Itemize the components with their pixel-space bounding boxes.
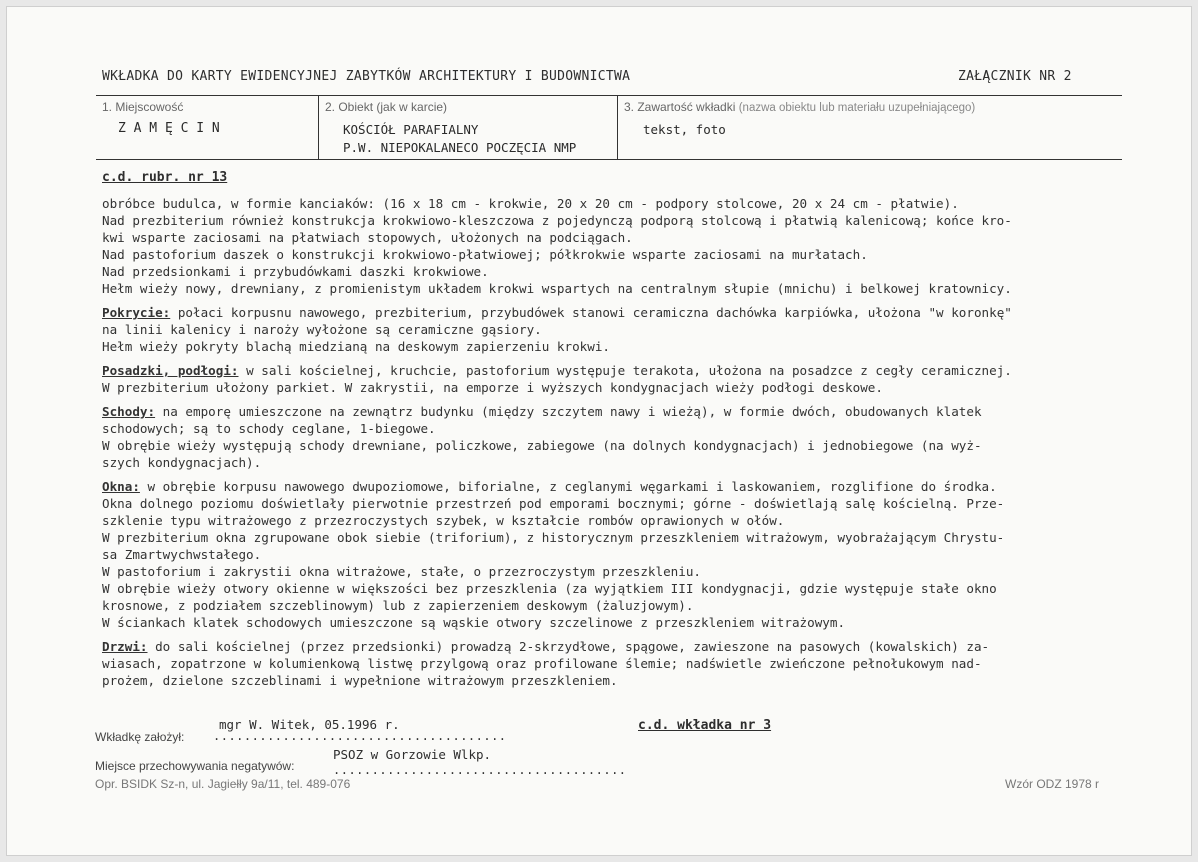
text-line (102, 437, 1132, 454)
continuation-heading: c.d. rubr. nr 13 (102, 170, 228, 185)
section-heading: Drzwi: (102, 639, 148, 654)
author-label: Wkładkę założył: (95, 730, 185, 744)
text-line (102, 263, 1132, 280)
text-line (102, 362, 1132, 379)
line-text: na linii kalenicy i naroży wyłożone są ceramiczne gąsiory. (102, 322, 542, 337)
storage-dots: ...................................... (333, 763, 627, 777)
text-line (102, 478, 1132, 495)
field-location-label: 1. Miejscowość (102, 100, 184, 114)
form-number: Wzór ODZ 1978 r (1005, 777, 1100, 791)
line-text: W obrębie wieży występują schody drewniane, policzkowe, zabiegowe (na dolnych kondygnacjach) i jednobiegowe (na wyż- (102, 438, 982, 453)
field-object-label: 2. Obiekt (jak w karcie) (325, 100, 448, 114)
text-line (102, 512, 1132, 529)
line-text: W prezbiterium ułożony parkiet. W zakrystii, na emporze i wyższych kondygnacjach wieży podłogi deskowe. (102, 380, 883, 395)
line-text: W ściankach klatek schodowych umieszczone są wąskie otwory szczelinowe z przeszkleniem witrażowym. (102, 615, 846, 630)
paragraph (102, 638, 1132, 689)
line-text: W pastoforium i zakrystii okna witrażowe, stałe, o przezroczystym przeszkleniu. (102, 564, 701, 579)
text-line (102, 672, 1132, 689)
field-location-value: Z A M Ę C I N (118, 121, 220, 136)
text-line (102, 597, 1132, 614)
section-heading: Okna: (102, 479, 140, 494)
text-line (102, 321, 1132, 338)
author-dots: ...................................... (213, 729, 507, 743)
author-value: mgr W. Witek, 05.1996 r. (219, 717, 400, 732)
section-heading: Posadzki, podłogi: (102, 363, 239, 378)
section-heading: Schody: (102, 404, 156, 419)
section-heading: Pokrycie: (102, 305, 171, 320)
column-divider (318, 95, 319, 159)
line-text: szych kondygnacjach). (102, 455, 262, 470)
line-text: na emporę umieszczone na zewnątrz budynku (między szczytem nawy i wieżą), w formie dwóch, obudowanych klatek (155, 404, 982, 419)
text-line (102, 379, 1132, 396)
paragraph (102, 478, 1132, 631)
line-text: w sali kościelnej, kruchcie, pastoforium występuje terakota, ułożona na posadzce z cegły ceramicznej. (238, 363, 1012, 378)
text-line (102, 454, 1132, 471)
paragraph (102, 403, 1132, 471)
line-text: Okna dolnego poziomu doświetlały pierwotnie przestrzeń pod emporami bocznymi; górne - doświetlają salę kościelną. Prze- (102, 496, 1005, 511)
text-line (102, 403, 1132, 420)
text-line (102, 304, 1132, 321)
line-text: obróbce budulca, w formie kanciaków: (16 x 18 cm - krokwie, 20 x 20 cm - podpory stolcowe, 20 x 24 cm - płatwie). (102, 196, 959, 211)
line-text: schodowych; są to schody ceglane, 1-biegowe. (102, 421, 436, 436)
table-bottom-rule (96, 159, 1122, 160)
table-top-rule (96, 95, 1122, 96)
line-text: w obrębie korpusu nawowego dwupoziomowe, biforialne, z ceglanymi węgarkami i laskowaniem, rozglifione do środka. (139, 479, 997, 494)
text-line (102, 246, 1132, 263)
text-line (102, 580, 1132, 597)
storage-value: PSOZ w Gorzowie Wlkp. (333, 747, 492, 762)
record-card (6, 6, 1192, 856)
line-text: prożem, dzielone szczeblinami i wypełnione witrażowym przeszkleniem. (102, 673, 618, 688)
text-line (102, 212, 1132, 229)
text-line (102, 638, 1132, 655)
printer-imprint: Opr. BSIDK Sz-n, ul. Jagiełły 9a/11, tel. 489-076 (95, 777, 351, 791)
field-content-label (624, 100, 975, 114)
paragraph (102, 304, 1132, 355)
field-content-label-text: 3. Zawartość wkładki (624, 100, 736, 114)
text-line (102, 655, 1132, 672)
column-divider (617, 95, 618, 159)
line-text: Nad przedsionkami i przybudówkami daszki krokwiowe. (102, 264, 489, 279)
text-line (102, 338, 1132, 355)
line-text: Hełm wieży nowy, drewniany, z promienistym układem krokwi wspartych na centralnym słupie (mnichu) i belkowej kratownicy. (102, 281, 1012, 296)
storage-label: Miejsce przechowywania negatywów: (95, 759, 295, 773)
line-text: Nad pastoforium daszek o konstrukcji krokwiowo-płatwiowej; półkrokwie wsparte zaciosami na murłatach. (102, 247, 868, 262)
line-text: Nad prezbiterium również konstrukcja krokwiowo-kleszczowa z pojedynczą podporą stolcową i płatwią kalenicową; końce kro- (102, 213, 1012, 228)
text-line (102, 614, 1132, 631)
line-text: krosnowe, z podziałem szczeblinowym) lub z zapierzeniem deskowym (żaluzjowym). (102, 598, 694, 613)
line-text: połaci korpusnu nawowego, prezbiterium, przybudówek stanowi ceramiczna dachówka karpiówka, ułożona "w koronkę" (170, 305, 1012, 320)
text-line (102, 495, 1132, 512)
field-content-note: (nazwa obiektu lub materiału uzupełniającego) (738, 102, 976, 114)
line-text: kwi wsparte zaciosami na płatwiach stopowych, ułożonych na podciągach. (102, 230, 633, 245)
line-text: sa Zmartwychwstałego. (102, 547, 262, 562)
line-text: do sali kościelnej (przez przedsionki) prowadzą 2-skrzydłowe, spągowe, zawieszone na pasowych (kowalskich) za- (147, 639, 990, 654)
line-text: W prezbiterium okna zgrupowane obok siebie (triforium), z historycznym przeszkleniem witrażowym, wyobrażającym Chrystu- (102, 530, 1005, 545)
line-text: wiasach, zopatrzone w kolumienkową listwę przylgową oraz profilowane ślemie; nadświetle zwieńczone pełnołukowym nad- (102, 656, 982, 671)
line-text: szklenie typu witrażowego z przezroczystych szybek, w kształcie rombów oprawionych w ołów. (102, 513, 785, 528)
text-line (102, 546, 1132, 563)
attachment-number: ZAŁĄCZNIK NR 2 (958, 69, 1072, 84)
document-title: WKŁADKA DO KARTY EWIDENCYJNEJ ZABYTKÓW ARCHITEKTURY I BUDOWNICTWA (102, 69, 631, 84)
text-line (102, 280, 1132, 297)
line-text: Hełm wieży pokryty blachą miedzianą na deskowym zapierzeniu krokwi. (102, 339, 610, 354)
description-body (102, 195, 1132, 689)
text-line (102, 195, 1132, 212)
paragraph (102, 195, 1132, 297)
field-object-value-line2: P.W. NIEPOKALANECO POCZĘCIA NMP (343, 140, 577, 155)
text-line (102, 563, 1132, 580)
line-text: W obrębie wieży otwory okienne w większości bez przeszklenia (za wyjątkiem III kondygnacji, gdzie występuje stałe okno (102, 581, 997, 596)
paragraph (102, 362, 1132, 396)
field-object-value-line1: KOŚCIÓŁ PARAFIALNY (343, 122, 479, 137)
text-line (102, 529, 1132, 546)
continuation-insert: c.d. wkładka nr 3 (638, 718, 772, 733)
field-content-value: tekst, foto (643, 122, 726, 137)
text-line (102, 420, 1132, 437)
text-line (102, 229, 1132, 246)
